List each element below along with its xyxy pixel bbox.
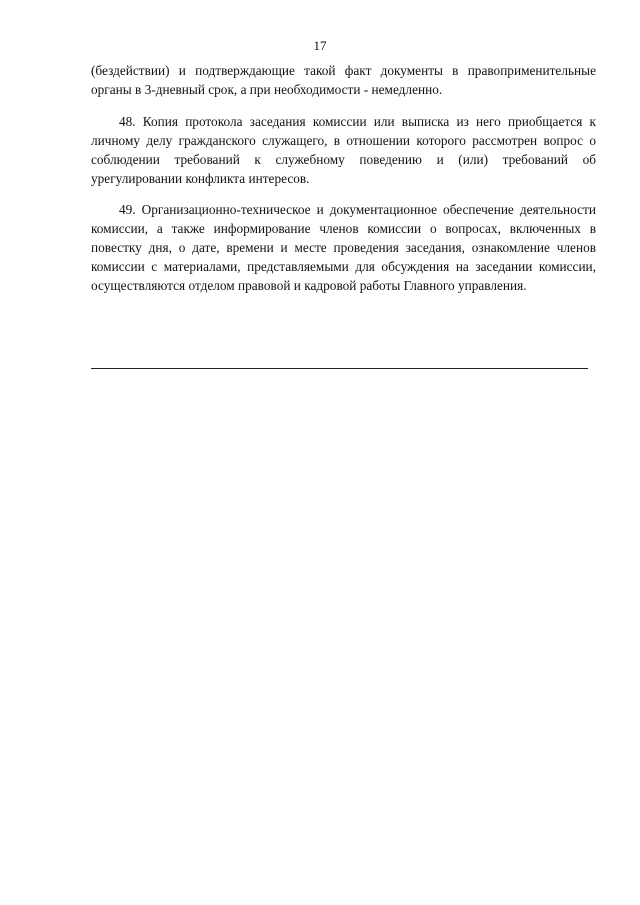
paragraph-49: 49. Организационно-техническое и документационное обеспечение деятельности комиссии, а также информирование членов комиссии о вопросах, включенных в повестку дня, о дате, времени и месте проведения заседания, ознакомление членов комиссии с материалами, представляемыми для обсуждения на заседании комиссии, осуществляются отделом правовой и кадровой работы Главного управления. — [91, 202, 596, 293]
page-number: 17 — [313, 38, 327, 53]
paragraph-48: 48. Копия протокола заседания комиссии или выписка из него приобщается к личному делу гражданского служащего, в отношении которого рассмотрен вопрос о соблюдении требований к служебному поведению и (или) требований об урегулировании конфликта интересов. — [91, 114, 596, 186]
end-of-document-rule — [91, 368, 588, 369]
document-body — [91, 61, 596, 307]
paragraph-continuation: (бездействии) и подтверждающие такой факт документы в правоприменительные органы в 3-дневный срок, а при необходимости - немедленно. — [91, 63, 596, 97]
